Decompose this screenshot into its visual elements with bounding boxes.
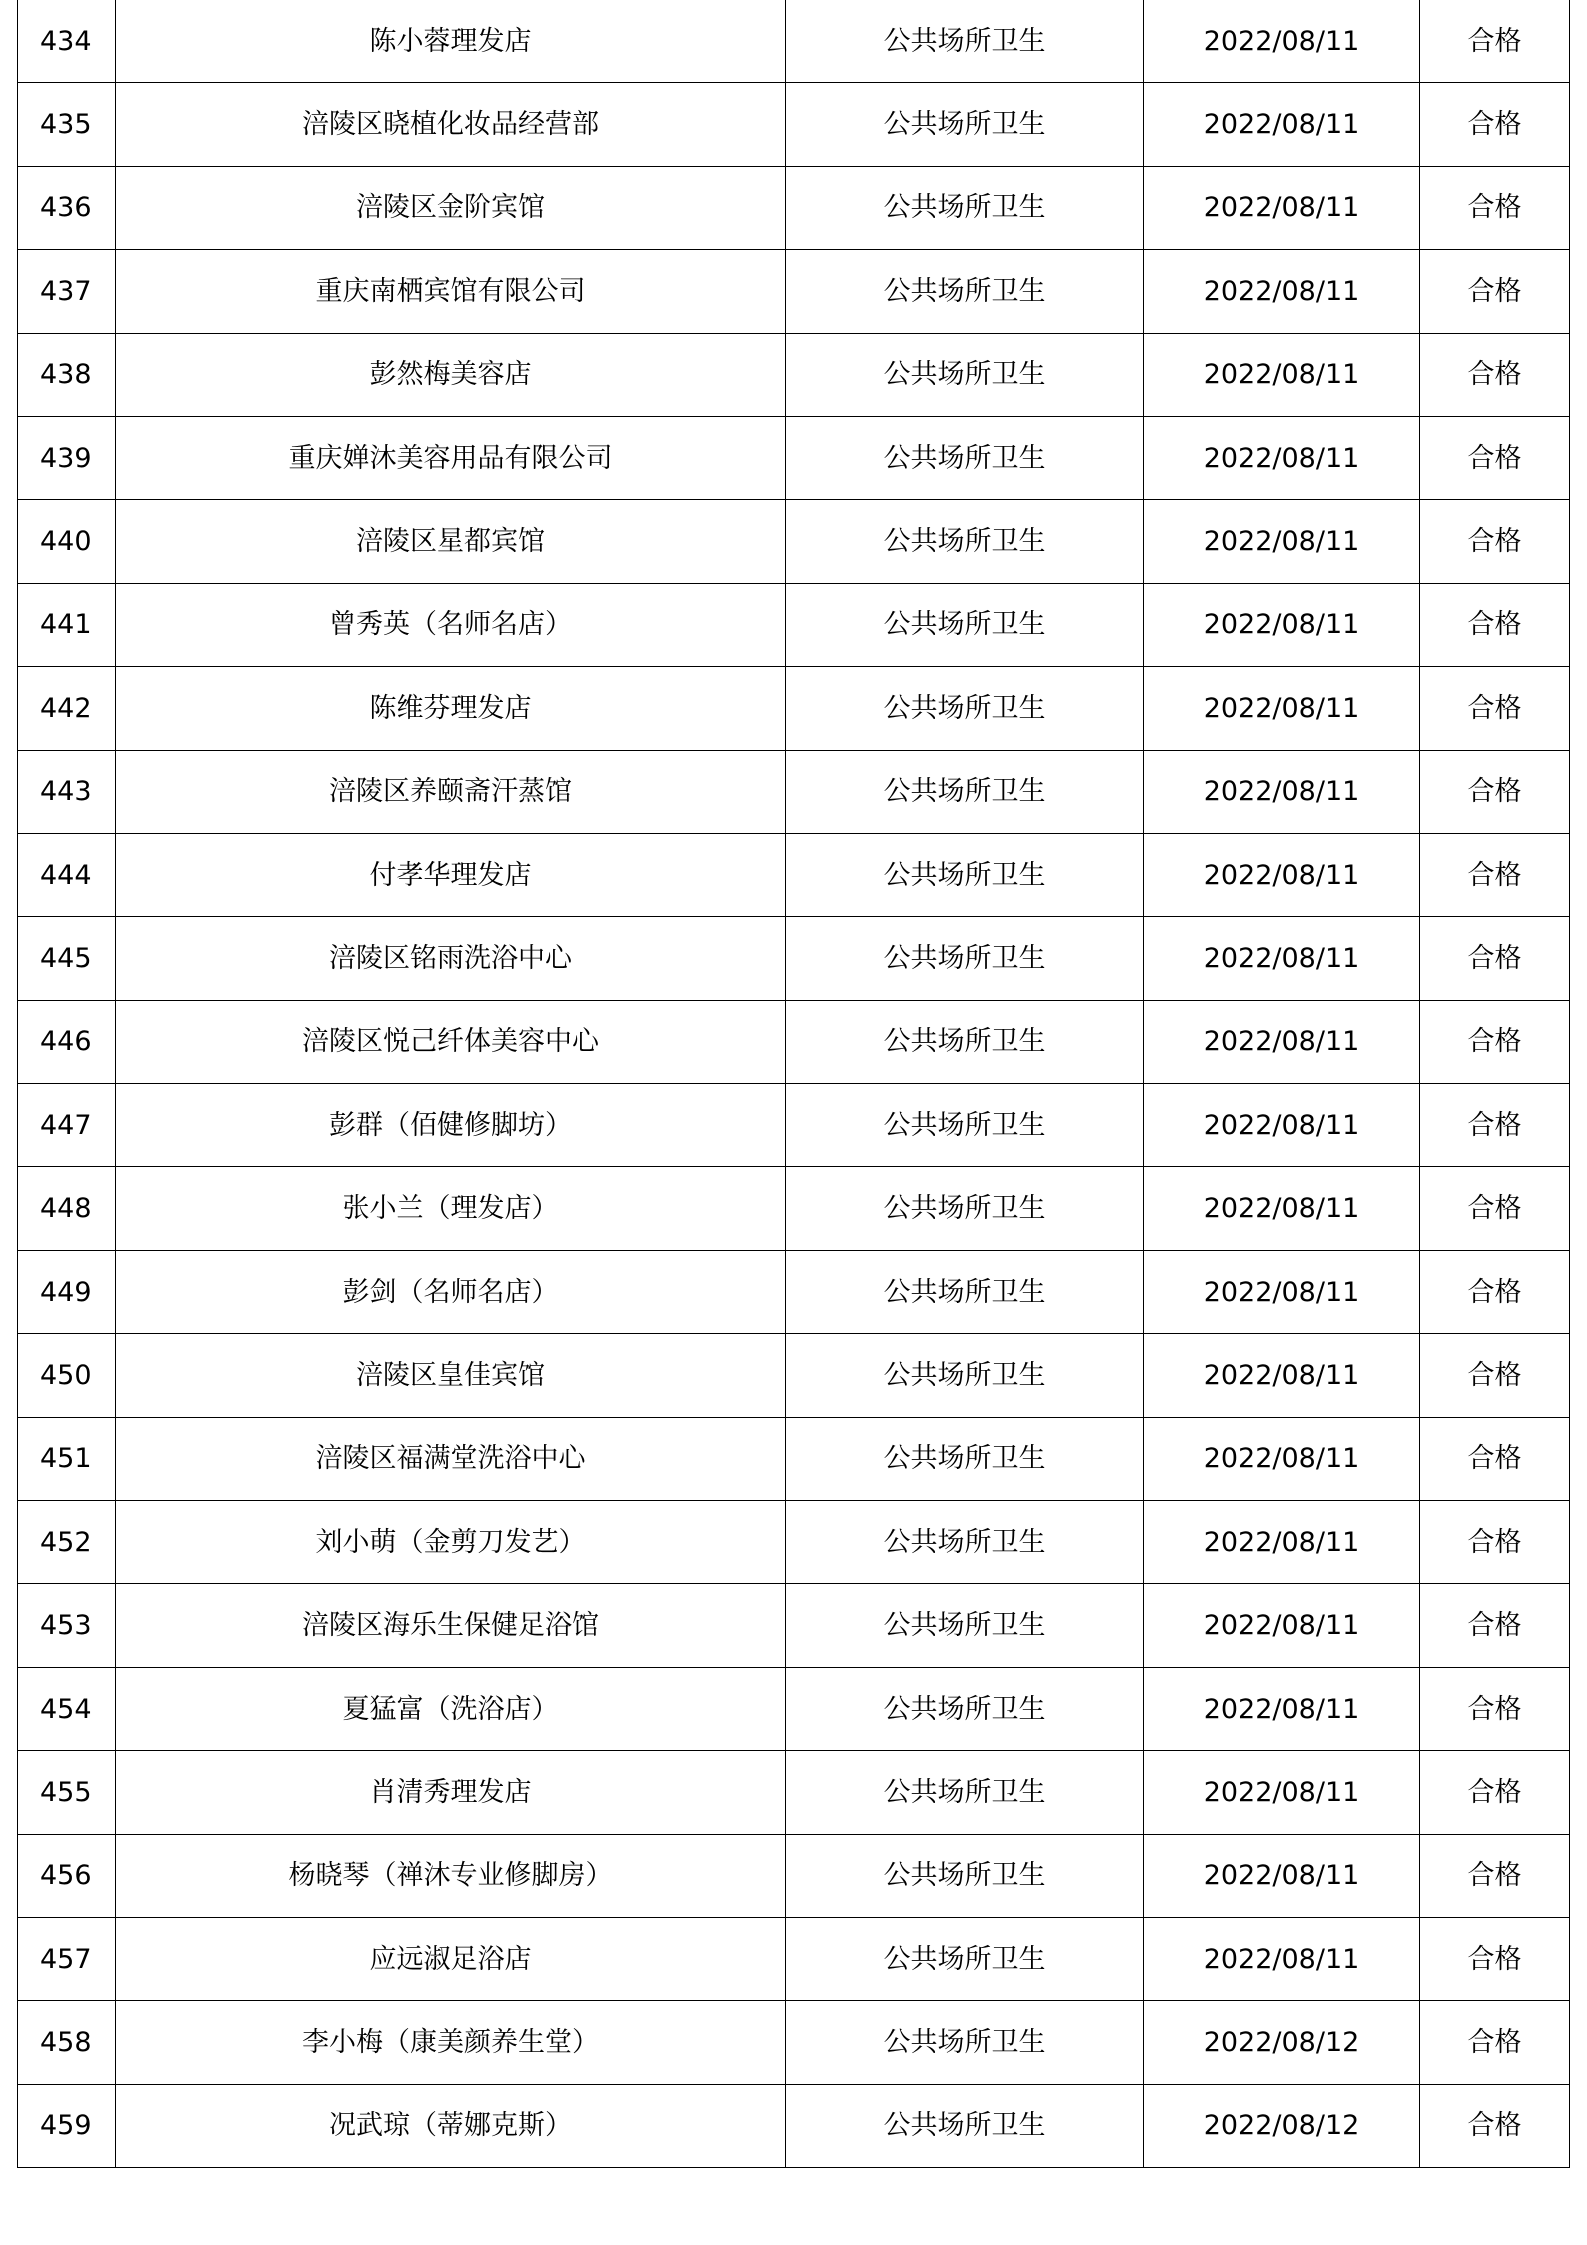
- table-row: [18, 750, 1570, 833]
- row-number-cell: 442: [18, 667, 116, 750]
- business-name-cell: 张小兰（理发店）: [116, 1167, 786, 1250]
- result-cell: 合格: [1420, 333, 1570, 416]
- result-cell: 合格: [1420, 1834, 1570, 1917]
- result-cell: 合格: [1420, 1501, 1570, 1584]
- row-number-cell: 459: [18, 2084, 116, 2167]
- result-cell: 合格: [1420, 1667, 1570, 1750]
- category-cell: 公共场所卫生: [786, 500, 1144, 583]
- row-number-cell: 441: [18, 583, 116, 666]
- category-cell: 公共场所卫生: [786, 1667, 1144, 1750]
- category-cell: 公共场所卫生: [786, 1084, 1144, 1167]
- table-row: [18, 1167, 1570, 1250]
- inspection-date-cell: 2022/08/11: [1144, 917, 1420, 1000]
- row-number-cell: 446: [18, 1000, 116, 1083]
- table-row: [18, 500, 1570, 583]
- inspection-date-cell: 2022/08/11: [1144, 833, 1420, 916]
- inspection-date-cell: 2022/08/11: [1144, 583, 1420, 666]
- inspection-date-cell: 2022/08/11: [1144, 250, 1420, 333]
- inspection-date-cell: 2022/08/11: [1144, 500, 1420, 583]
- result-cell: 合格: [1420, 1417, 1570, 1500]
- table-row: [18, 83, 1570, 166]
- business-name-cell: 重庆南栖宾馆有限公司: [116, 250, 786, 333]
- category-cell: 公共场所卫生: [786, 1751, 1144, 1834]
- row-number-cell: 438: [18, 333, 116, 416]
- business-name-cell: 涪陵区金阶宾馆: [116, 166, 786, 249]
- table-row: [18, 1084, 1570, 1167]
- row-number-cell: 439: [18, 416, 116, 499]
- result-cell: 合格: [1420, 1250, 1570, 1333]
- inspection-date-cell: 2022/08/11: [1144, 1334, 1420, 1417]
- table-row: [18, 833, 1570, 916]
- inspection-date-cell: 2022/08/11: [1144, 1250, 1420, 1333]
- table-row: [18, 1334, 1570, 1417]
- table-row: [18, 667, 1570, 750]
- row-number-cell: 444: [18, 833, 116, 916]
- row-number-cell: 443: [18, 750, 116, 833]
- business-name-cell: 涪陵区海乐生保健足浴馆: [116, 1584, 786, 1667]
- row-number-cell: 449: [18, 1250, 116, 1333]
- table-row: [18, 0, 1570, 83]
- business-name-cell: 夏猛富（洗浴店）: [116, 1667, 786, 1750]
- inspection-date-cell: 2022/08/11: [1144, 1417, 1420, 1500]
- business-name-cell: 涪陵区悦己纤体美容中心: [116, 1000, 786, 1083]
- row-number-cell: 450: [18, 1334, 116, 1417]
- business-name-cell: 陈维芬理发店: [116, 667, 786, 750]
- table-row: [18, 917, 1570, 1000]
- row-number-cell: 437: [18, 250, 116, 333]
- business-name-cell: 涪陵区福满堂洗浴中心: [116, 1417, 786, 1500]
- category-cell: 公共场所卫生: [786, 1417, 1144, 1500]
- category-cell: 公共场所卫生: [786, 1167, 1144, 1250]
- table-row: [18, 166, 1570, 249]
- table-row: [18, 2001, 1570, 2084]
- result-cell: 合格: [1420, 1917, 1570, 2000]
- business-name-cell: 涪陵区星都宾馆: [116, 500, 786, 583]
- row-number-cell: 440: [18, 500, 116, 583]
- result-cell: 合格: [1420, 750, 1570, 833]
- table-row: [18, 583, 1570, 666]
- table-body: [18, 0, 1570, 2168]
- business-name-cell: 涪陵区养颐斋汗蒸馆: [116, 750, 786, 833]
- result-cell: 合格: [1420, 250, 1570, 333]
- category-cell: 公共场所卫生: [786, 667, 1144, 750]
- result-cell: 合格: [1420, 2001, 1570, 2084]
- row-number-cell: 457: [18, 1917, 116, 2000]
- result-cell: 合格: [1420, 1334, 1570, 1417]
- inspection-date-cell: 2022/08/11: [1144, 1751, 1420, 1834]
- business-name-cell: 彭群（佰健修脚坊）: [116, 1084, 786, 1167]
- category-cell: 公共场所卫生: [786, 833, 1144, 916]
- row-number-cell: 455: [18, 1751, 116, 1834]
- category-cell: 公共场所卫生: [786, 917, 1144, 1000]
- business-name-cell: 涪陵区铭雨洗浴中心: [116, 917, 786, 1000]
- row-number-cell: 456: [18, 1834, 116, 1917]
- row-number-cell: 434: [18, 0, 116, 83]
- business-name-cell: 彭剑（名师名店）: [116, 1250, 786, 1333]
- category-cell: 公共场所卫生: [786, 1501, 1144, 1584]
- category-cell: 公共场所卫生: [786, 1834, 1144, 1917]
- table-row: [18, 1584, 1570, 1667]
- category-cell: 公共场所卫生: [786, 1000, 1144, 1083]
- business-name-cell: 况武琼（蒂娜克斯）: [116, 2084, 786, 2167]
- category-cell: 公共场所卫生: [786, 0, 1144, 83]
- inspection-date-cell: 2022/08/11: [1144, 667, 1420, 750]
- category-cell: 公共场所卫生: [786, 2001, 1144, 2084]
- category-cell: 公共场所卫生: [786, 166, 1144, 249]
- business-name-cell: 李小梅（康美颜养生堂）: [116, 2001, 786, 2084]
- row-number-cell: 452: [18, 1501, 116, 1584]
- result-cell: 合格: [1420, 1167, 1570, 1250]
- result-cell: 合格: [1420, 1751, 1570, 1834]
- result-cell: 合格: [1420, 500, 1570, 583]
- table-row: [18, 1000, 1570, 1083]
- inspection-date-cell: 2022/08/11: [1144, 1834, 1420, 1917]
- category-cell: 公共场所卫生: [786, 250, 1144, 333]
- business-name-cell: 陈小蓉理发店: [116, 0, 786, 83]
- result-cell: 合格: [1420, 83, 1570, 166]
- inspection-date-cell: 2022/08/11: [1144, 1084, 1420, 1167]
- result-cell: 合格: [1420, 833, 1570, 916]
- table-row: [18, 1417, 1570, 1500]
- inspection-date-cell: 2022/08/11: [1144, 1501, 1420, 1584]
- business-name-cell: 杨晓琴（禅沐专业修脚房）: [116, 1834, 786, 1917]
- category-cell: 公共场所卫生: [786, 1250, 1144, 1333]
- business-name-cell: 刘小萌（金剪刀发艺）: [116, 1501, 786, 1584]
- category-cell: 公共场所卫生: [786, 1917, 1144, 2000]
- inspection-date-cell: 2022/08/11: [1144, 1167, 1420, 1250]
- row-number-cell: 453: [18, 1584, 116, 1667]
- inspection-date-cell: 2022/08/11: [1144, 333, 1420, 416]
- row-number-cell: 435: [18, 83, 116, 166]
- business-name-cell: 涪陵区晓植化妆品经营部: [116, 83, 786, 166]
- inspection-date-cell: 2022/08/12: [1144, 2084, 1420, 2167]
- row-number-cell: 458: [18, 2001, 116, 2084]
- business-name-cell: 应远淑足浴店: [116, 1917, 786, 2000]
- inspection-date-cell: 2022/08/11: [1144, 416, 1420, 499]
- table-row: [18, 1667, 1570, 1750]
- inspection-date-cell: 2022/08/12: [1144, 2001, 1420, 2084]
- category-cell: 公共场所卫生: [786, 750, 1144, 833]
- table-row: [18, 333, 1570, 416]
- inspection-date-cell: 2022/08/11: [1144, 750, 1420, 833]
- table-row: [18, 2084, 1570, 2167]
- category-cell: 公共场所卫生: [786, 1584, 1144, 1667]
- inspection-date-cell: 2022/08/11: [1144, 1917, 1420, 2000]
- table-row: [18, 1501, 1570, 1584]
- inspection-date-cell: 2022/08/11: [1144, 166, 1420, 249]
- table-row: [18, 1751, 1570, 1834]
- result-cell: 合格: [1420, 667, 1570, 750]
- table-row: [18, 1917, 1570, 2000]
- result-cell: 合格: [1420, 0, 1570, 83]
- result-cell: 合格: [1420, 1000, 1570, 1083]
- category-cell: 公共场所卫生: [786, 416, 1144, 499]
- table-row: [18, 1834, 1570, 1917]
- result-cell: 合格: [1420, 917, 1570, 1000]
- result-cell: 合格: [1420, 2084, 1570, 2167]
- category-cell: 公共场所卫生: [786, 2084, 1144, 2167]
- business-name-cell: 付孝华理发店: [116, 833, 786, 916]
- row-number-cell: 448: [18, 1167, 116, 1250]
- business-name-cell: 曾秀英（名师名店）: [116, 583, 786, 666]
- business-name-cell: 重庆婵沐美容用品有限公司: [116, 416, 786, 499]
- result-cell: 合格: [1420, 1084, 1570, 1167]
- inspection-date-cell: 2022/08/11: [1144, 1667, 1420, 1750]
- result-cell: 合格: [1420, 166, 1570, 249]
- table-row: [18, 1250, 1570, 1333]
- inspection-table: [17, 0, 1570, 2168]
- business-name-cell: 肖清秀理发店: [116, 1751, 786, 1834]
- result-cell: 合格: [1420, 1584, 1570, 1667]
- category-cell: 公共场所卫生: [786, 583, 1144, 666]
- inspection-date-cell: 2022/08/11: [1144, 83, 1420, 166]
- row-number-cell: 436: [18, 166, 116, 249]
- category-cell: 公共场所卫生: [786, 333, 1144, 416]
- row-number-cell: 454: [18, 1667, 116, 1750]
- business-name-cell: 彭然梅美容店: [116, 333, 786, 416]
- inspection-date-cell: 2022/08/11: [1144, 1584, 1420, 1667]
- table-row: [18, 250, 1570, 333]
- result-cell: 合格: [1420, 416, 1570, 499]
- inspection-date-cell: 2022/08/11: [1144, 1000, 1420, 1083]
- row-number-cell: 451: [18, 1417, 116, 1500]
- business-name-cell: 涪陵区皇佳宾馆: [116, 1334, 786, 1417]
- table-row: [18, 416, 1570, 499]
- result-cell: 合格: [1420, 583, 1570, 666]
- row-number-cell: 447: [18, 1084, 116, 1167]
- row-number-cell: 445: [18, 917, 116, 1000]
- inspection-date-cell: 2022/08/11: [1144, 0, 1420, 83]
- category-cell: 公共场所卫生: [786, 1334, 1144, 1417]
- category-cell: 公共场所卫生: [786, 83, 1144, 166]
